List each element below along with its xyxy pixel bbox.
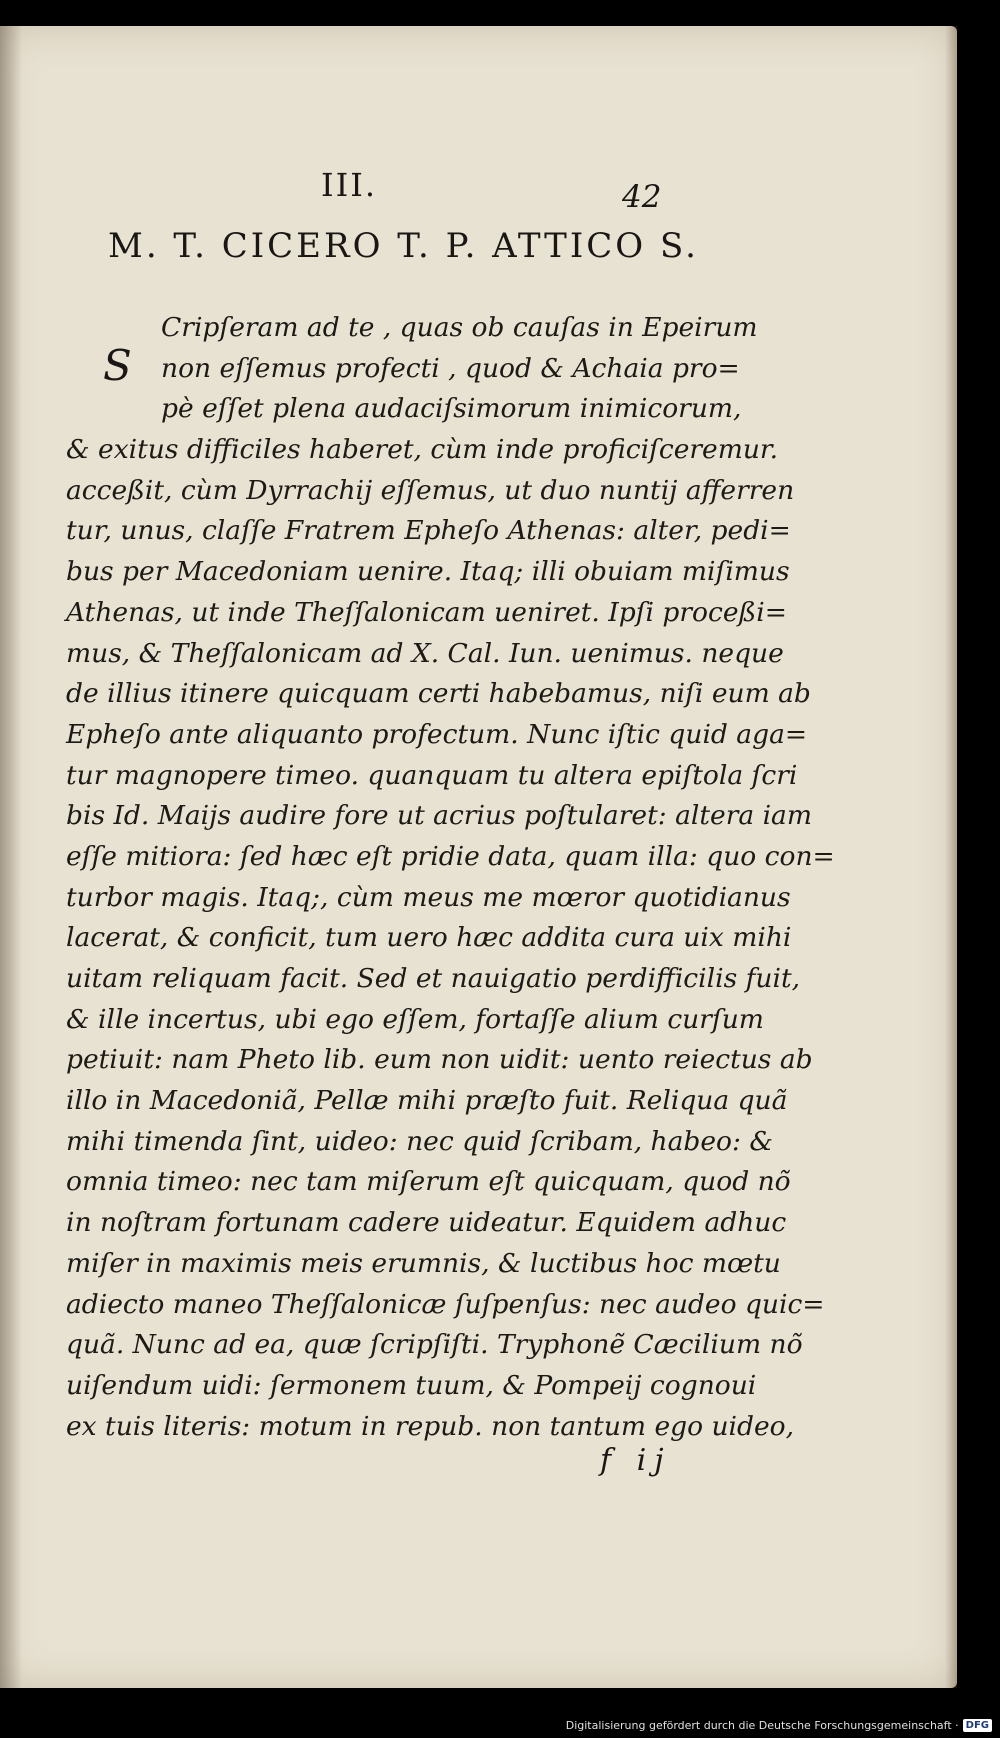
text-line: Cripſeram ad te , quas ob cauſas in Epeirum	[161, 312, 758, 343]
text-line: mihi timenda ſint, uideo: nec quid ſcribam, habeo: &	[66, 1125, 773, 1157]
text-line: de illius itinere quicquam certi habebamus, niſi eum ab	[66, 678, 811, 710]
text-line: tur magnopere timeo. quanquam tu altera epiſtola ſcri	[66, 759, 798, 791]
text-line: mus, & Theſſalonicam ad X. Cal. Iun. uenimus. neque	[66, 637, 784, 669]
text-line: illo in Macedoniã, Pellæ mihi præſto fuit. Reliqua quã	[66, 1085, 788, 1117]
dfg-logo-icon: DFG	[963, 1719, 992, 1732]
text-line: turbor magis. Itaq;, cùm meus me mœror quotidianus	[66, 881, 791, 913]
text-line: uiſendum uidi: ſermonem tuum, & Pompeij cognoui	[66, 1369, 757, 1401]
drop-cap: S	[103, 341, 132, 390]
credit-text: Digitalisierung gefördert durch die Deutsche Forschungsgemeinschaft ·	[565, 1719, 959, 1732]
text-line: non eſſemus profecti , quod & Achaia pro=	[161, 352, 740, 384]
text-line: adiecto maneo Theſſalonicæ ſuſpenſus: nec audeo quic=	[66, 1288, 825, 1320]
text-line: Athenas, ut inde Theſſalonicam ueniret. Ipſi proceßi=	[66, 596, 787, 628]
text-line: uitam reliquam facit. Sed et nauigatio perdifficilis fuit,	[66, 963, 801, 994]
folio-number: 42	[622, 179, 662, 215]
text-line: in noſtram fortunam cadere uideatur. Equidem adhuc	[66, 1207, 787, 1239]
text-line: miſer in maximis meis erumnis, & luctibus hoc mœtu	[66, 1247, 781, 1279]
text-line: acceßit, cùm Dyrrachij eſſemus, ut duo nuntij afferren	[66, 474, 795, 506]
text-line: petiuit: nam Pheto lib. eum non uidit: uento reiectus ab	[66, 1044, 813, 1076]
text-line: eſſe mitiora: ſed hæc eſt pridie data, quam illa: quo con=	[66, 840, 835, 872]
text-line: tur, unus, claſſe Fratrem Epheſo Athenas: alter, pedi=	[66, 515, 791, 547]
text-line: lacerat, & conficit, tum uero hæc addita cura uix mihi	[66, 922, 792, 954]
book-page	[0, 26, 957, 1688]
text-line: bus per Macedoniam uenire. Itaq; illi obuiam miſimus	[66, 556, 790, 588]
digitization-credit	[566, 1719, 992, 1732]
text-line: quã. Nunc ad ea, quæ ſcripſiſti. Tryphonẽ Cæcilium nõ	[66, 1329, 803, 1361]
text-line: pè eſſet plena audaciſsimorum inimicorum,	[161, 393, 742, 425]
text-line: & exitus difficiles haberet, cùm inde proficiſceremur.	[66, 434, 779, 466]
letter-title: M. T. CICERO T. P. ATTICO S.	[108, 226, 699, 266]
letter-body	[66, 308, 835, 1447]
text-line: ex tuis literis: motum in repub. non tantum ego uideo,	[66, 1410, 795, 1442]
text-line: bis Id. Maijs audire fore ut acrius poſtularet: altera iam	[66, 800, 812, 832]
section-number: III.	[321, 166, 378, 204]
text-line: & ille incertus, ubi ego eſſem, fortaſſe alium curſum	[66, 1003, 764, 1035]
text-line: omnia timeo: nec tam miſerum eſt quicquam, quod nõ	[66, 1166, 791, 1198]
text-line: Epheſo ante aliquanto profectum. Nunc iſtic quid aga=	[66, 718, 808, 750]
signature-mark: f ij	[600, 1443, 672, 1478]
